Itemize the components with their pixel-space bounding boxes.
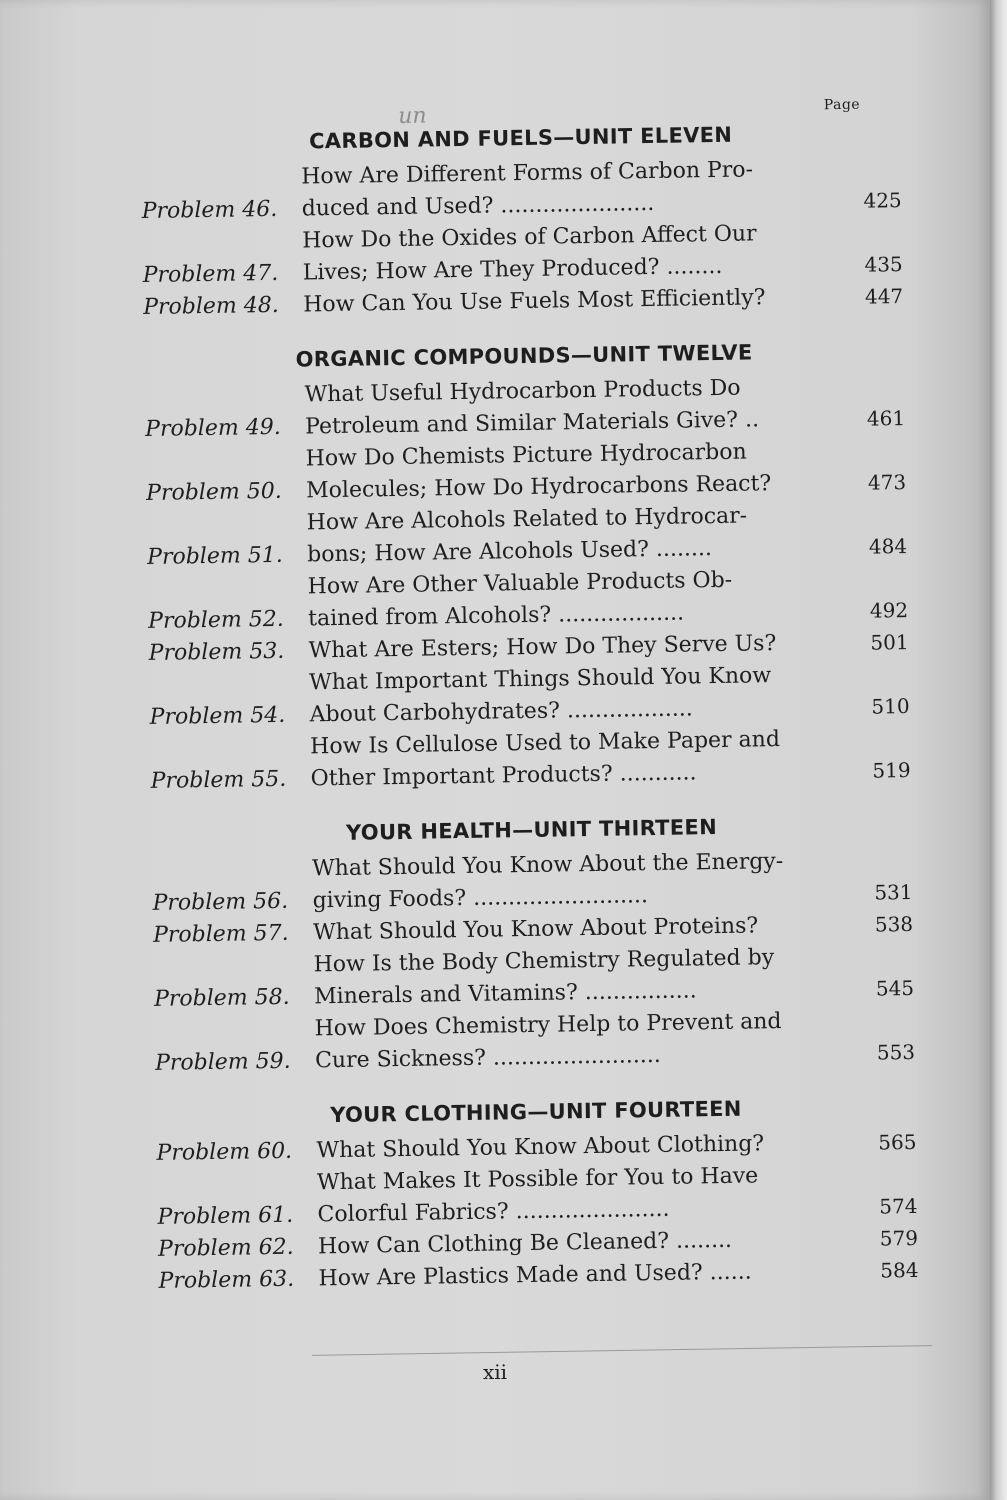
unit-heading: YOUR HEALTH—UNIT THIRTEEN bbox=[345, 815, 718, 845]
problem-page-number: 565 bbox=[878, 1129, 917, 1155]
toc-entry[interactable] bbox=[150, 722, 911, 798]
problem-label: Problem 62. bbox=[157, 1234, 294, 1262]
unit-section bbox=[156, 1094, 919, 1298]
problem-title: How Are Alcohols Related to Hydrocar- bons; How Are Alcohols Used? ........ bbox=[306, 503, 748, 568]
problem-label: Problem 63. bbox=[158, 1266, 295, 1294]
problem-label: Problem 59. bbox=[154, 1048, 291, 1076]
problem-label: Problem 53. bbox=[148, 638, 285, 666]
toc-entry[interactable] bbox=[145, 434, 906, 510]
table-of-contents bbox=[140, 88, 919, 1324]
problem-page-number: 447 bbox=[864, 284, 904, 309]
problem-title: What Makes It Possible for You to Have Colorful Fabrics? ...................... bbox=[316, 1163, 759, 1228]
problem-page-number: 579 bbox=[879, 1225, 919, 1251]
page-edge bbox=[990, 0, 1007, 1500]
problem-page-number: 584 bbox=[880, 1257, 919, 1283]
problem-label: Problem 47. bbox=[142, 260, 279, 288]
unit-section bbox=[144, 338, 911, 798]
problem-page-number: 538 bbox=[874, 911, 914, 937]
problem-label: Problem 50. bbox=[145, 478, 282, 506]
problem-label: Problem 56. bbox=[152, 888, 289, 916]
toc-entry[interactable] bbox=[154, 1004, 915, 1080]
problem-label: Problem 48. bbox=[143, 292, 279, 320]
problem-page-number: 492 bbox=[869, 597, 909, 623]
problem-title: How Is the Body Chemistry Regulated by Minerals and Vitamins? ................ bbox=[313, 945, 775, 1010]
problem-title: How Does Chemistry Help to Prevent and Cure Sickness? ........................ bbox=[314, 1009, 782, 1074]
problem-label: Problem 51. bbox=[146, 542, 283, 570]
problem-title: How Are Plastics Made and Used? ...... bbox=[318, 1259, 752, 1292]
units-container bbox=[141, 120, 919, 1298]
problem-title: How Is Cellulose Used to Make Paper and Other Important Products? ........... bbox=[309, 727, 781, 792]
toc-entry[interactable] bbox=[141, 152, 902, 228]
problem-page-number: 461 bbox=[866, 406, 906, 431]
problem-label: Problem 60. bbox=[156, 1138, 293, 1166]
problem-title: How Do Chemists Picture Hydrocarbon Molecules; How Do Hydrocarbons React? bbox=[305, 439, 772, 504]
problem-title: What Useful Hydrocarbon Products Do Petroleum and Similar Materials Give? .. bbox=[304, 375, 760, 440]
problem-page-number: 574 bbox=[879, 1193, 918, 1219]
problem-page-number: 553 bbox=[876, 1039, 916, 1065]
problem-label: Problem 49. bbox=[144, 414, 281, 442]
problem-label: Problem 54. bbox=[149, 702, 286, 730]
toc-entry[interactable] bbox=[144, 370, 905, 446]
problem-title: How Are Other Valuable Products Ob- tained from Alcohols? .................. bbox=[307, 567, 733, 632]
problem-page-number: 501 bbox=[870, 629, 909, 655]
toc-entry[interactable] bbox=[147, 562, 908, 638]
problem-page-number: 473 bbox=[867, 470, 907, 495]
problem-page-number: 484 bbox=[868, 534, 908, 559]
problem-page-number: 519 bbox=[872, 757, 911, 783]
problem-label: Problem 55. bbox=[150, 766, 287, 794]
problem-title: How Can You Use Fuels Most Efficiently? bbox=[303, 285, 766, 318]
problem-label: Problem 57. bbox=[152, 920, 289, 948]
pencil-marginalia: un bbox=[398, 103, 427, 129]
problem-label: Problem 46. bbox=[141, 196, 278, 224]
unit-heading: CARBON AND FUELS—UNIT ELEVEN bbox=[308, 122, 733, 154]
toc-entry[interactable] bbox=[157, 1158, 918, 1234]
problem-title: What Are Esters; How Do They Serve Us? bbox=[308, 631, 777, 664]
problem-title: How Can Clothing Be Cleaned? ........ bbox=[317, 1227, 733, 1260]
toc-entry[interactable] bbox=[142, 216, 903, 292]
problem-page-number: 545 bbox=[875, 975, 915, 1001]
problem-title: What Should You Know About Clothing? bbox=[316, 1131, 765, 1164]
problem-page-number: 435 bbox=[864, 252, 903, 277]
problem-title: What Should You Know About Proteins? bbox=[312, 913, 759, 946]
page-number: xii bbox=[482, 1360, 508, 1384]
problem-label: Problem 61. bbox=[157, 1202, 294, 1230]
page-column-label: Page bbox=[823, 96, 861, 114]
problem-label: Problem 52. bbox=[147, 606, 284, 634]
problem-page-number: 510 bbox=[871, 693, 910, 719]
pencil-underline bbox=[312, 1345, 932, 1356]
problem-title: How Do the Oxides of Carbon Affect Our Lives; How Are They Produced? ........ bbox=[302, 221, 757, 286]
problem-page-number: 531 bbox=[874, 879, 913, 905]
problem-label: Problem 58. bbox=[153, 984, 290, 1012]
toc-entry[interactable] bbox=[153, 940, 914, 1016]
problem-title: How Are Different Forms of Carbon Pro- duced and Used? ...................... bbox=[301, 157, 754, 222]
toc-entry[interactable] bbox=[149, 658, 910, 734]
unit-section bbox=[151, 812, 915, 1080]
problem-page-number: 425 bbox=[863, 188, 902, 213]
unit-heading: ORGANIC COMPOUNDS—UNIT TWELVE bbox=[295, 340, 753, 372]
problem-title: What Important Things Should You Know About Carbohydrates? .................. bbox=[308, 663, 772, 728]
unit-section bbox=[141, 120, 904, 324]
unit-heading: YOUR CLOTHING—UNIT FOURTEEN bbox=[330, 1096, 742, 1128]
toc-entry[interactable] bbox=[152, 844, 913, 920]
toc-entry[interactable] bbox=[146, 498, 907, 574]
problem-title: What Should You Know About the Energy- giving Foods? ......................... bbox=[311, 848, 784, 914]
